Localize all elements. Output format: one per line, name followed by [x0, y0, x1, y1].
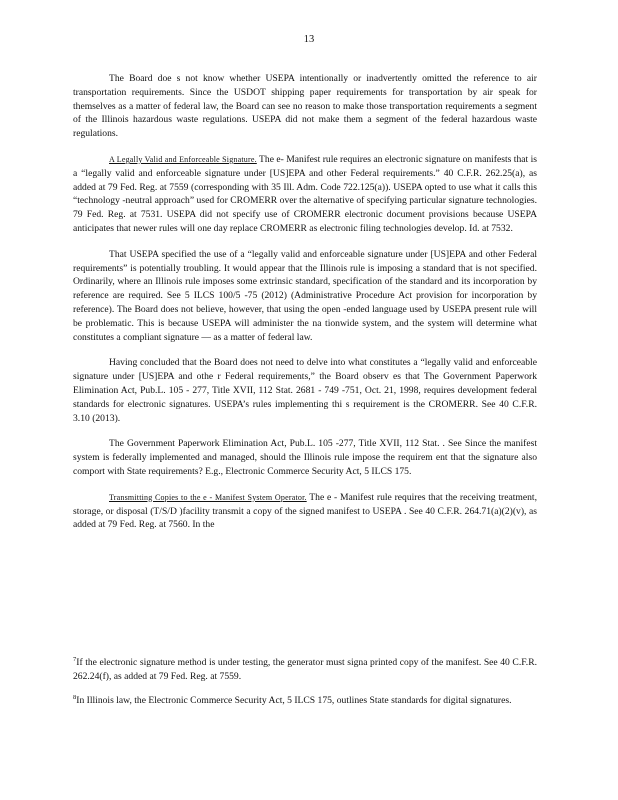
footnote-8-number: 8: [73, 693, 77, 701]
paragraph-3: That USEPA specified the use of a “legally valid and enforceable signature under [US]EPA and other Federal requirements” is potentially troubling. It would appear that the Illinois rule is imposing a standard that is not specified. Ordinarily, where an Illinois rule imposes some extrinsic standard, specification of the standard and its incorporation by reference are required. See 5 ILCS 100/5 -75 (2012) (Administrative Procedure Act provision for incorporation by reference). The Board does not believe, however, that using the open -ended language used by USEPA present rule will be problematic. This is because USEPA will administer the na tionwide system, and the system will determine what constitutes a compliant signature — as a matter of federal law.: [73, 248, 537, 343]
section-heading-legally-valid-signature: A Legally Valid and Enforceable Signature.: [109, 154, 257, 164]
footnotes: [73, 656, 537, 717]
footnote-7-number: 7: [73, 655, 77, 663]
paragraph-1: The Board doe s not know whether USEPA intentionally or inadvertently omitted the reference to air transportation requirements. Since the USDOT shipping paper requirements for transportation by air speak for themselves as a matter of federal law, the Board can see no reason to make those transportation requirements a segment of the Illinois hazardous waste regulations. USEPA did not make them a segment of the federal hazardous waste regulations.: [73, 73, 537, 140]
page-number: 13: [303, 34, 315, 45]
paragraph-2-text: The e- Manifest rule requires an electronic signature on manifests that is a “legally valid and enforceable signature under [US]EPA and other Federal requirements.” 40 C.F.R. 262.25(a), as added at 79 Fed. Reg. at 7559 (corresponding with 35 Ill. Adm. Code 722.125(a)). USEPA opted to use what it calls this “technology -neutral approach” used for CROMERR over the alternative of specifying particular signature technologies. 79 Fed. Reg. at 7531. USEPA did not specify use of CROMERR electronic document provisions because USEPA anticipates that newer rules will one day replace CROMERR as electronic filing technologies develop. Id. at 7532.: [73, 153, 537, 234]
footnote-8-text: In Illinois law, the Electronic Commerce Security Act, 5 ILCS 175, outlines State standards for digital signatures.: [76, 694, 512, 706]
footnote-7: [73, 656, 537, 684]
paragraph-2: [73, 153, 537, 236]
body-text: [73, 72, 537, 544]
paragraph-4: Having concluded that the Board does not need to delve into what constitutes a “legally valid and enforceable signature under [US]EPA and othe r Federal requirements,” the Board observ es that The Government Paperwork Elimination Act, Pub.L. 105 - 277, Title XVII, 112 Stat. 2681 - 749 -751, Oct. 21, 1998, requires development federal standards for electronic signatures. USEPA’s rules implementing thi s requirement is the CROMERR. See 40 C.F.R. 3.10 (2013).: [73, 357, 537, 424]
footnote-7-text: If the electronic signature method is under testing, the generator must signa printed copy of the manifest. See 40 C.F.R. 262.24(f), as added at 79 Fed. Reg. at 7559.: [73, 657, 537, 682]
paragraph-5: The Government Paperwork Elimination Act, Pub.L. 105 -277, Title XVII, 112 Stat. . See Since the manifest system is federally implemented and managed, should the Illinois rule impose the requirem ent that the signature also comport with State requirements? E.g., Electronic Commerce Security Act, 5 ILCS 175.: [73, 438, 537, 477]
paragraph-6-text: The e - Manifest rule requires that the receiving treatment, storage, or disposal (T/S/D )facility transmit a copy of the signed manifest to USEPA . See 40 C.F.R. 264.71(a)(2)(v), as added at 79 Fed. Reg. at 7560. In the: [73, 491, 537, 531]
section-heading-transmitting-copies: Transmitting Copies to the e - Manifest System Operator.: [109, 492, 307, 502]
footnote-8: [73, 694, 537, 708]
paragraph-6: [73, 491, 537, 532]
